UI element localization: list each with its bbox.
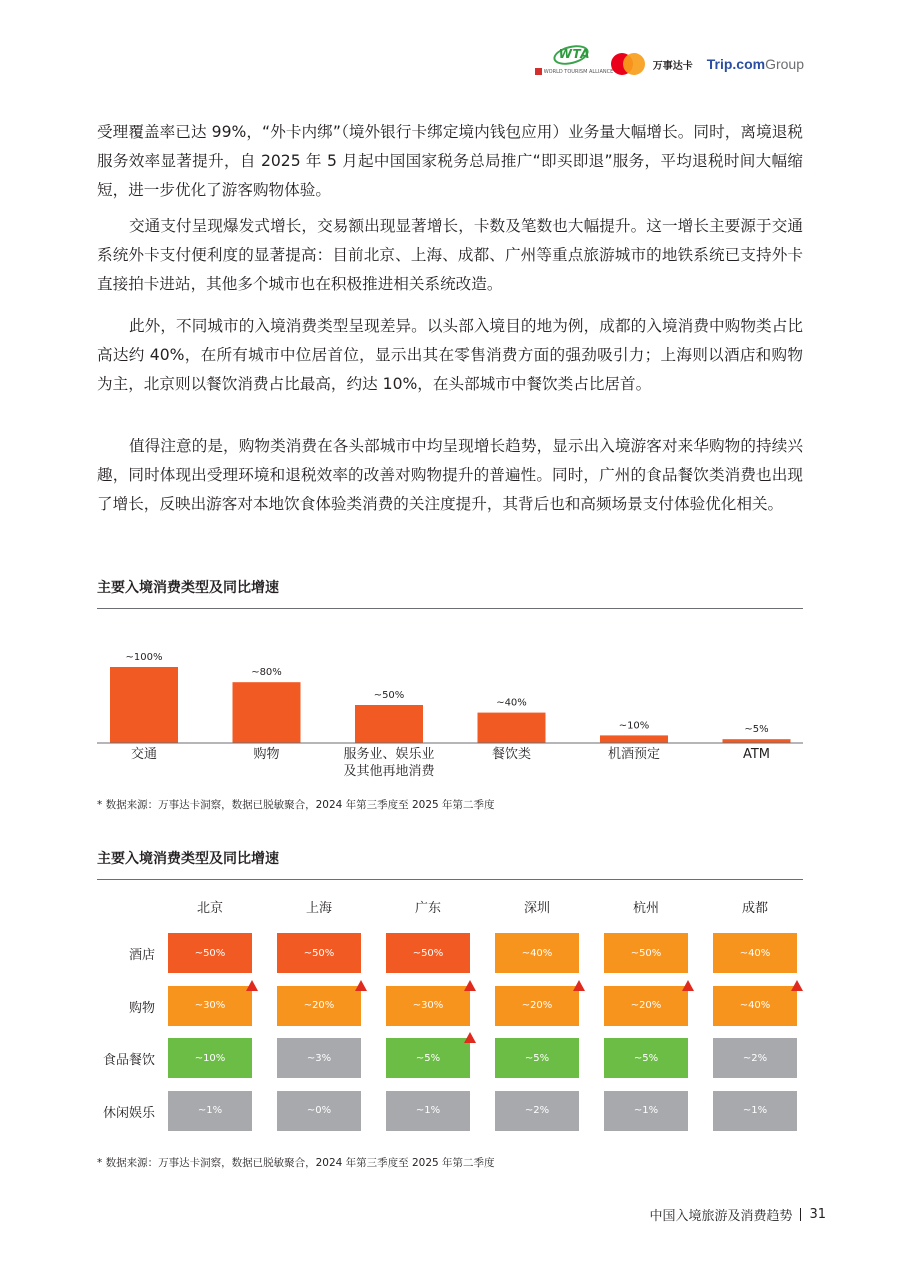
- paragraph-1: 受理覆盖率已达 99%，“外卡内绑”（境外银行卡绑定境内钱包应用）业务量大幅增长。同时，离境退税服务效率显著提升，自 2025 年 5 月起中国国家税务总局推广“即买即退”服务，平均退税时间大幅缩短，进一步优化了游客购物体验。: [97, 123, 803, 199]
- bar-category-label: 服务业、娱乐业 及其他再地消费: [343, 747, 435, 779]
- heatmap-cell: ~50%: [168, 933, 252, 973]
- heatmap-column-header: 广东: [414, 901, 441, 916]
- mastercard-logo-text: 万事达卡: [652, 60, 693, 72]
- paragraph-2: 交通支付呈现爆发式增长，交易额出现显著增长，卡数及笔数也大幅提升。这一增长主要源于交通系统外卡支付便利度的显著提高：目前北京、上海、成都、广州等重点旅游城市的地铁系统已支持外卡直接拍卡进站，其他多个城市也在积极推进相关系统改造。: [97, 217, 803, 293]
- bar-data-label: ~50%: [373, 690, 405, 701]
- heatmap-cell: ~40%: [713, 986, 797, 1026]
- heatmap-cell: ~30%: [168, 986, 252, 1026]
- heatmap-cell: ~20%: [277, 986, 361, 1026]
- paragraph-4: 值得注意的是，购物类消费在各头部城市中均呈现增长趋势，显示出入境游客对来华购物的持续兴趣，同时体现出受理环境和退税效率的改善对购物提升的普遍性。同时，广州的食品餐饮类消费也出现了增长，反映出游客对本地饮食体验类消费的关注度提升，其背后也和高频场景支付体验优化相关。: [97, 437, 803, 513]
- bar: [600, 735, 668, 743]
- mastercard-logo: [611, 53, 645, 75]
- bar-category-label: 餐饮类: [491, 747, 531, 762]
- bar-data-label: ~10%: [618, 720, 650, 732]
- growth-up-triangle-icon: [791, 980, 803, 991]
- section-divider: [97, 879, 803, 880]
- heatmap-cell: ~2%: [713, 1038, 797, 1078]
- heatmap-cell: ~1%: [604, 1091, 688, 1131]
- bar-data-label: ~100%: [125, 652, 163, 663]
- heatmap-column-header: 杭州: [632, 901, 659, 916]
- page-footer: [649, 1205, 826, 1224]
- heatmap-cell: ~1%: [168, 1091, 252, 1131]
- footer-separator: [800, 1208, 801, 1221]
- bar-category-label: 交通: [130, 747, 157, 762]
- paragraph-3: 此外，不同城市的入境消费类型呈现差异。以头部入境目的地为例，成都的入境消费中购物类占比高达约 40%，在所有城市中位居首位，显示出其在零售消费方面的强劲吸引力；上海则以酒店和购物为主，北京则以餐饮消费占比最高，约达 10%，在头部城市中餐饮类占比居首。: [97, 317, 803, 393]
- heatmap-cell: ~1%: [386, 1091, 470, 1131]
- heatmap-cell: ~20%: [495, 986, 579, 1026]
- heatmap-row-label: 休闲娱乐: [102, 1105, 155, 1121]
- growth-up-triangle-icon: [464, 1032, 476, 1043]
- bar: [355, 705, 423, 743]
- bar-category-label: 机酒预定: [607, 747, 660, 762]
- trip-com-group-logo: Trip.comGroup: [706, 56, 804, 72]
- heatmap-row-label: 酒店: [128, 948, 155, 963]
- heatmap-cell: ~40%: [495, 933, 579, 973]
- header-logos: [535, 44, 804, 84]
- heatmap-column-header: 深圳: [523, 901, 550, 916]
- heatmap-column-header: 成都: [741, 901, 768, 916]
- heatmap-cell: ~5%: [604, 1038, 688, 1078]
- heatmap-column-header: 上海: [305, 901, 332, 916]
- growth-up-triangle-icon: [355, 980, 367, 991]
- bar: [478, 713, 546, 743]
- source-note: * 数据来源：万事达卡洞察，数据已脱敏聚合，2024 年第三季度至 2025 年第二季度: [97, 1157, 495, 1169]
- heatmap-cell: ~50%: [604, 933, 688, 973]
- wta-logo: WTA WORLD TOURISM ALLIANCE: [535, 44, 597, 84]
- heatmap-cell: ~10%: [168, 1038, 252, 1078]
- growth-up-triangle-icon: [464, 980, 476, 991]
- heatmap-column-header: 北京: [196, 901, 223, 916]
- heatmap-cell: ~0%: [277, 1091, 361, 1131]
- heatmap-cell: ~50%: [277, 933, 361, 973]
- growth-up-triangle-icon: [573, 980, 585, 991]
- heatmap-cell: ~30%: [386, 986, 470, 1026]
- heatmap-row-label: 购物: [128, 1000, 155, 1016]
- bar-chart-title: 主要入境消费类型及同比增速: [97, 580, 279, 596]
- growth-up-triangle-icon: [682, 980, 694, 991]
- source-note: * 数据来源：万事达卡洞察，数据已脱敏聚合，2024 年第三季度至 2025 年第二季度: [97, 799, 495, 811]
- heatmap-title: 主要入境消费类型及同比增速: [97, 851, 279, 867]
- page-number: 31: [809, 1207, 826, 1222]
- heatmap-cell: ~3%: [277, 1038, 361, 1078]
- bar: [723, 739, 791, 743]
- heatmap-cell: ~50%: [386, 933, 470, 973]
- heatmap-cell: ~40%: [713, 933, 797, 973]
- bar-data-label: ~80%: [251, 667, 282, 679]
- bar-category-label: ATM: [742, 747, 771, 762]
- footer-title: 中国入境旅游及消费趋势: [649, 1209, 793, 1224]
- heatmap-cell: ~20%: [604, 986, 688, 1026]
- heatmap-cell: ~5%: [495, 1038, 579, 1078]
- bar-data-label: ~5%: [744, 724, 769, 736]
- bar-category-label: 购物: [253, 747, 280, 762]
- bar-data-label: ~40%: [496, 697, 527, 709]
- section-divider: [97, 608, 803, 609]
- heatmap-cell: ~5%: [386, 1038, 470, 1078]
- heatmap-cell: ~2%: [495, 1091, 579, 1131]
- bar: [110, 667, 178, 743]
- heatmap-cell: ~1%: [713, 1091, 797, 1131]
- heatmap-row-label: 食品餐饮: [102, 1053, 155, 1068]
- bar: [233, 682, 301, 743]
- growth-up-triangle-icon: [246, 980, 258, 991]
